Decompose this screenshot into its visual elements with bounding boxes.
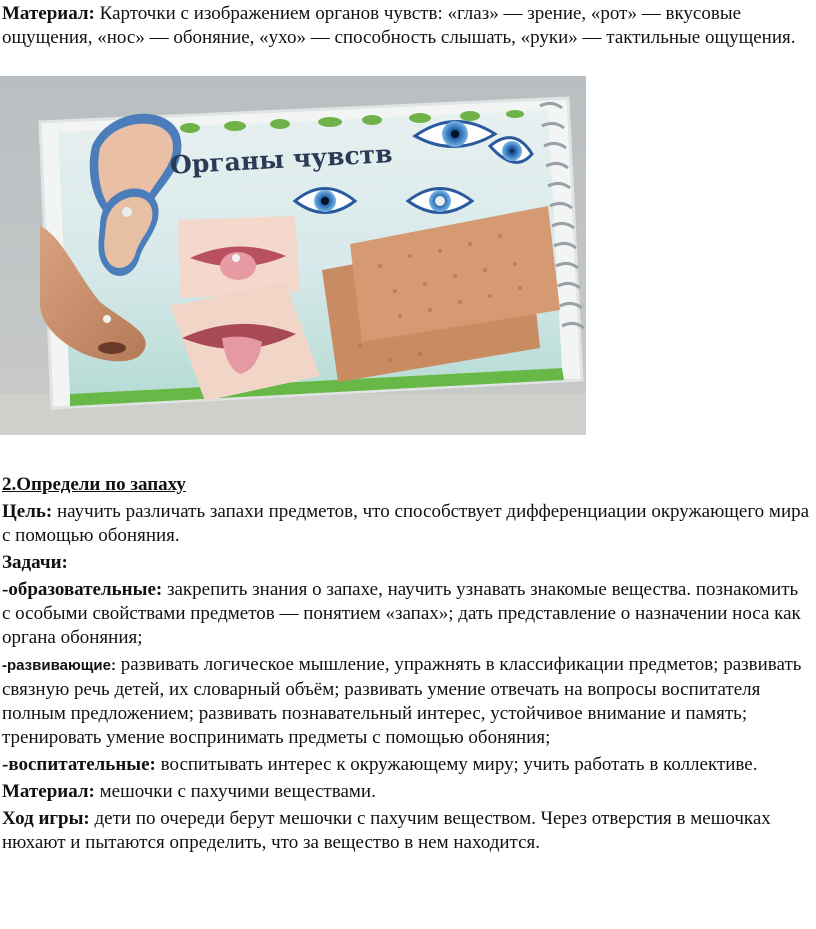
intro-paragraph <box>2 2 802 50</box>
goal-label: Цель: <box>2 501 53 522</box>
gameplay-label: Ход игры: <box>2 808 90 829</box>
senses-board-photo <box>0 76 586 435</box>
material-label: Материал: <box>2 781 95 802</box>
goal-paragraph <box>2 500 810 548</box>
upbringing-text: воспитывать интерес к окружающему миру; учить работать в коллективе. <box>155 754 758 775</box>
gameplay-text: дети по очереди берут мешочки с пахучим веществом. Через отверстия в мешочках нюхают и пытаются определить, что за вещество в нем находится. <box>2 808 771 853</box>
educational-text: закрепить знания о запахе, научить узнавать знакомые вещества. познакомить с особыми свойствами предметов — понятием «запах»; дать представление о назначении носа как органа обоняния; <box>2 579 801 648</box>
developmental-text: развивать логическое мышление, упражнять в классификации предметов; развивать связную речь детей, их словарный объём; развивать умение отвечать на вопросы воспитателя полным предложением; развивать познавательный интерес, устойчивое внимание и память; тренировать умение воспринимать предметы с помощью обоняния; <box>2 654 802 748</box>
material-text: мешочки с пахучими веществами. <box>94 781 376 802</box>
developmental-paragraph <box>2 653 810 750</box>
gameplay-paragraph <box>2 807 810 855</box>
educational-label: -образовательные: <box>2 579 163 600</box>
upbringing-paragraph <box>2 753 810 777</box>
goal-text: научить различать запахи предметов, что способствует дифференциации окружающего мира с помощью обоняния. <box>2 501 810 546</box>
board-title: Органы чувств <box>169 139 394 180</box>
intro-label: Материал: <box>2 3 95 24</box>
upbringing-label: -воспитательные: <box>2 754 156 775</box>
section-body <box>2 473 810 858</box>
material-paragraph <box>2 780 810 804</box>
educational-paragraph <box>2 578 810 650</box>
section-heading: 2.Определи по запаху <box>2 474 186 495</box>
tasks-label: Задачи: <box>2 552 68 573</box>
intro-text: Карточки с изображением органов чувств: «глаз» — зрение, «рот» — вкусовые ощущения, «нос» — обоняние, «ухо» — способность слышать, «руки» — тактильные ощущения. <box>2 3 796 48</box>
developmental-label: -развивающие: <box>2 657 116 674</box>
